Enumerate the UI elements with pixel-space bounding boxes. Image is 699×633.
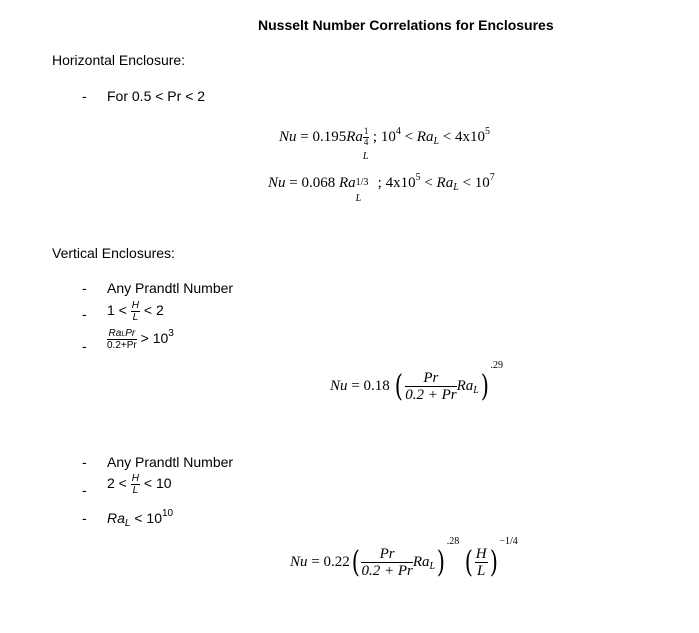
bullet-dash: -	[82, 510, 87, 526]
horizontal-condition: For 0.5 < Pr < 2	[107, 88, 206, 104]
condition-rayleigh-2: $Ra_L < 10^{10}$	[107, 508, 174, 529]
bullet-dash: -	[82, 306, 87, 322]
vertical-equation-2: Nu = 0.22( $\frac{Pr}{0.2 + Pr}$ $Ra_L)^{.28}$ ( $\frac{H}{L}$ )$^{-1/4}$	[290, 536, 518, 581]
horizontal-equation-2: Nu = 0.068 Ra 1/3 L ; $4x10^5 < Ra_L < 10^7$	[268, 172, 495, 204]
bullet-dash: -	[82, 88, 87, 104]
condition-any-prandtl-2: Any Prandtl Number	[107, 454, 234, 470]
bullet-dash: -	[82, 454, 87, 470]
horizontal-heading: Horizontal Enclosure:	[52, 52, 186, 68]
horizontal-equation-1: Nu = 0.195Ra $\frac{1}{4}$ L ; $10^4 < Ra_L < 4x10^5$	[279, 126, 490, 162]
condition-any-prandtl-1: Any Prandtl Number	[107, 280, 234, 296]
page-title: Nusselt Number Correlations for Enclosures	[258, 17, 554, 33]
condition-aspect-ratio-1: 1 < $\frac{H}{L}$ < 2	[107, 300, 164, 323]
bullet-dash: -	[82, 338, 87, 354]
condition-rayleigh-1: $\frac{\text{RaLPr}}{0.2+Pr}$ > $10^3$	[107, 328, 174, 351]
vertical-heading: Vertical Enclosures:	[52, 245, 175, 261]
bullet-dash: -	[82, 482, 87, 498]
condition-aspect-ratio-2: 2 < $\frac{H}{L}$ < 10	[107, 473, 172, 496]
vertical-equation-1: Nu = 0.18 ( $\frac{Pr}{0.2 + Pr}$ $Ra_L)^{.29}$	[330, 360, 504, 405]
bullet-dash: -	[82, 280, 87, 296]
